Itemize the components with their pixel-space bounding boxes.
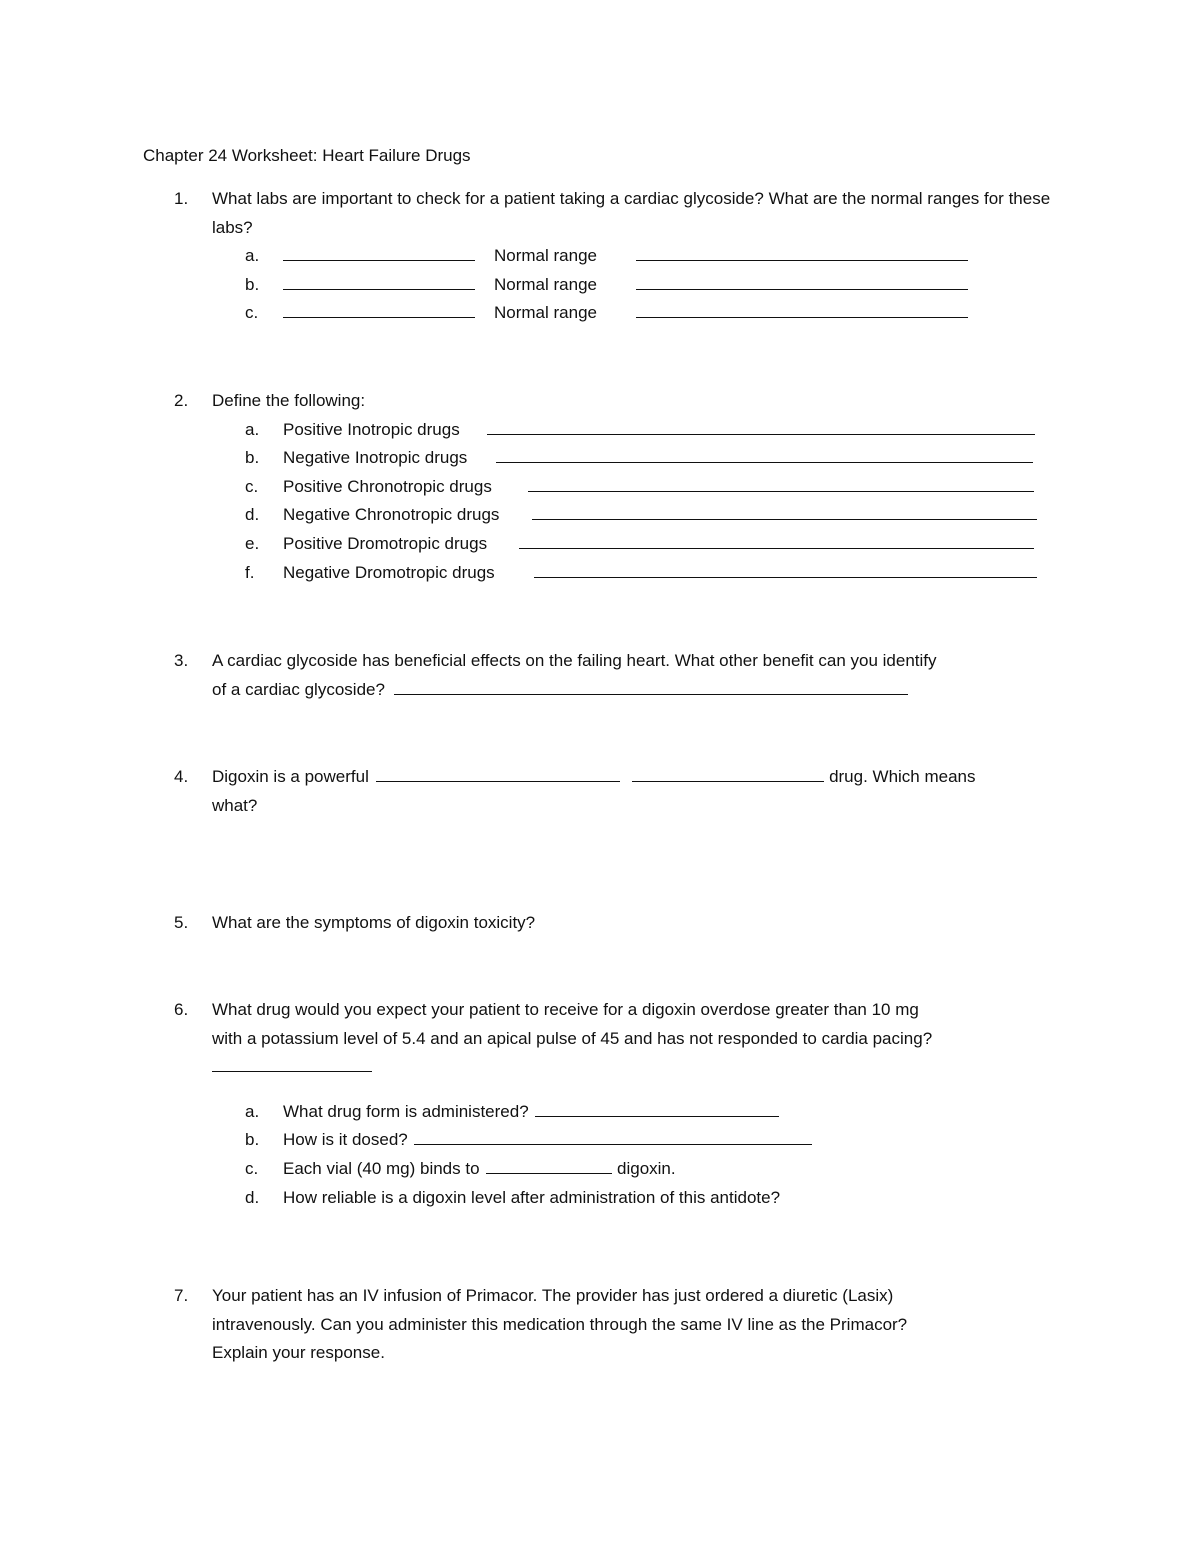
item-letter: e. [245, 533, 260, 553]
item-text [283, 1155, 676, 1184]
item-letter: f. [245, 562, 255, 582]
lab-list [0, 242, 1200, 328]
question-line: what? [212, 795, 258, 815]
item-label: How reliable is a digoxin level after administration of this antidote? [283, 1187, 781, 1207]
item-letter: b. [245, 274, 260, 294]
question-line: with a potassium level of 5.4 and an apical pulse of 45 and has not responded to cardia pacing? [212, 1028, 933, 1048]
question-number: 7. [174, 1286, 189, 1305]
question-text: What are the symptoms of digoxin toxicity? [212, 913, 536, 932]
antidote-list [0, 1098, 1200, 1212]
question-number: 6. [174, 1000, 189, 1019]
item-letter: a. [245, 1101, 260, 1121]
question-text: Define the following: [212, 391, 366, 410]
definition-blank[interactable] [519, 530, 1034, 549]
question-number: 1. [174, 189, 189, 208]
question-line [212, 763, 1072, 792]
question-number: 4. [174, 767, 189, 786]
term-label: Negative Chronotropic drugs [283, 505, 500, 525]
list-item [0, 530, 1200, 559]
list-item [0, 444, 1200, 473]
item-letter: b. [245, 448, 260, 468]
item-letter: c. [245, 303, 259, 323]
term-label: Negative Dromotropic drugs [283, 562, 495, 582]
term-label: Positive Dromotropic drugs [283, 533, 488, 553]
question-line [212, 1053, 1112, 1082]
list-item [0, 1184, 1200, 1213]
definition-list [0, 416, 1200, 588]
item-label: How is it dosed? [283, 1130, 408, 1150]
question-line: Explain your response. [212, 1343, 385, 1363]
question-line-text: drug. Which means [829, 767, 976, 786]
definition-blank[interactable] [487, 416, 1035, 435]
normal-range-label: Normal range [494, 303, 597, 323]
question-4 [0, 763, 1200, 820]
question-number: 2. [174, 391, 189, 410]
list-item [0, 473, 1200, 502]
item-letter: d. [245, 505, 260, 525]
list-item [0, 242, 1200, 271]
term-label: Negative Inotropic drugs [283, 448, 468, 468]
question-number: 3. [174, 651, 189, 670]
item-letter: c. [245, 476, 259, 496]
question-text: What labs are important to check for a patient taking a cardiac glycoside? What are the normal ranges for these labs? [212, 189, 1051, 237]
normal-range-blank[interactable] [636, 242, 968, 261]
item-label: Each vial (40 mg) binds to [283, 1158, 480, 1178]
list-item [0, 1126, 1200, 1155]
normal-range-label: Normal range [494, 246, 597, 266]
lab-name-blank[interactable] [283, 242, 475, 261]
definition-blank[interactable] [532, 501, 1037, 520]
term-label: Positive Inotropic drugs [283, 419, 460, 439]
item-label-after: digoxin. [617, 1158, 676, 1178]
question-line: intravenously. Can you administer this medication through the same IV line as the Primacor? [212, 1314, 908, 1334]
list-item [0, 416, 1200, 445]
item-label: What drug form is administered? [283, 1101, 529, 1121]
question-line-text: of a cardiac glycoside? [212, 679, 385, 699]
item-letter: d. [245, 1187, 260, 1207]
item-text [283, 1098, 779, 1127]
question-line: Your patient has an IV infusion of Primacor. The provider has just ordered a diuretic (Lasix) [212, 1286, 894, 1305]
lab-name-blank[interactable] [283, 271, 475, 290]
normal-range-blank[interactable] [636, 299, 968, 318]
item-letter: a. [245, 419, 260, 439]
answer-blank[interactable] [535, 1098, 779, 1117]
item-letter: a. [245, 246, 260, 266]
question-7 [0, 1282, 1200, 1368]
item-text [283, 1126, 812, 1155]
definition-blank[interactable] [528, 473, 1034, 492]
list-item [0, 501, 1200, 530]
question-line-text: Digoxin is a powerful [212, 767, 369, 786]
question-text [212, 996, 1112, 1082]
answer-blank[interactable] [394, 676, 908, 695]
list-item [0, 1155, 1200, 1184]
question-line: A cardiac glycoside has beneficial effects on the failing heart. What other benefit can you identify [212, 651, 937, 670]
item-letter: b. [245, 1130, 260, 1150]
answer-blank[interactable] [414, 1126, 812, 1145]
lab-name-blank[interactable] [283, 299, 475, 318]
question-text [212, 1282, 1112, 1368]
question-line [212, 676, 1112, 705]
definition-blank[interactable] [496, 444, 1033, 463]
question-3 [0, 647, 1200, 704]
question-6 [0, 996, 1200, 1212]
list-item [0, 1098, 1200, 1127]
question-text [212, 647, 1112, 704]
answer-blank-2[interactable] [632, 763, 824, 782]
question-1 [0, 185, 1200, 328]
question-2 [0, 387, 1200, 587]
question-number: 5. [174, 913, 189, 932]
normal-range-blank[interactable] [636, 271, 968, 290]
page-title: Chapter 24 Worksheet: Heart Failure Drugs [143, 146, 471, 165]
normal-range-label: Normal range [494, 274, 597, 294]
definition-blank[interactable] [534, 559, 1037, 578]
answer-blank[interactable] [486, 1155, 612, 1174]
answer-blank-1[interactable] [376, 763, 620, 782]
item-letter: c. [245, 1158, 259, 1178]
answer-blank[interactable] [212, 1053, 372, 1072]
list-item [0, 271, 1200, 300]
question-line: What drug would you expect your patient to receive for a digoxin overdose greater than 10 mg [212, 1000, 919, 1019]
list-item [0, 559, 1200, 588]
question-text [212, 763, 1072, 820]
question-5 [0, 909, 1200, 938]
list-item [0, 299, 1200, 328]
term-label: Positive Chronotropic drugs [283, 476, 492, 496]
